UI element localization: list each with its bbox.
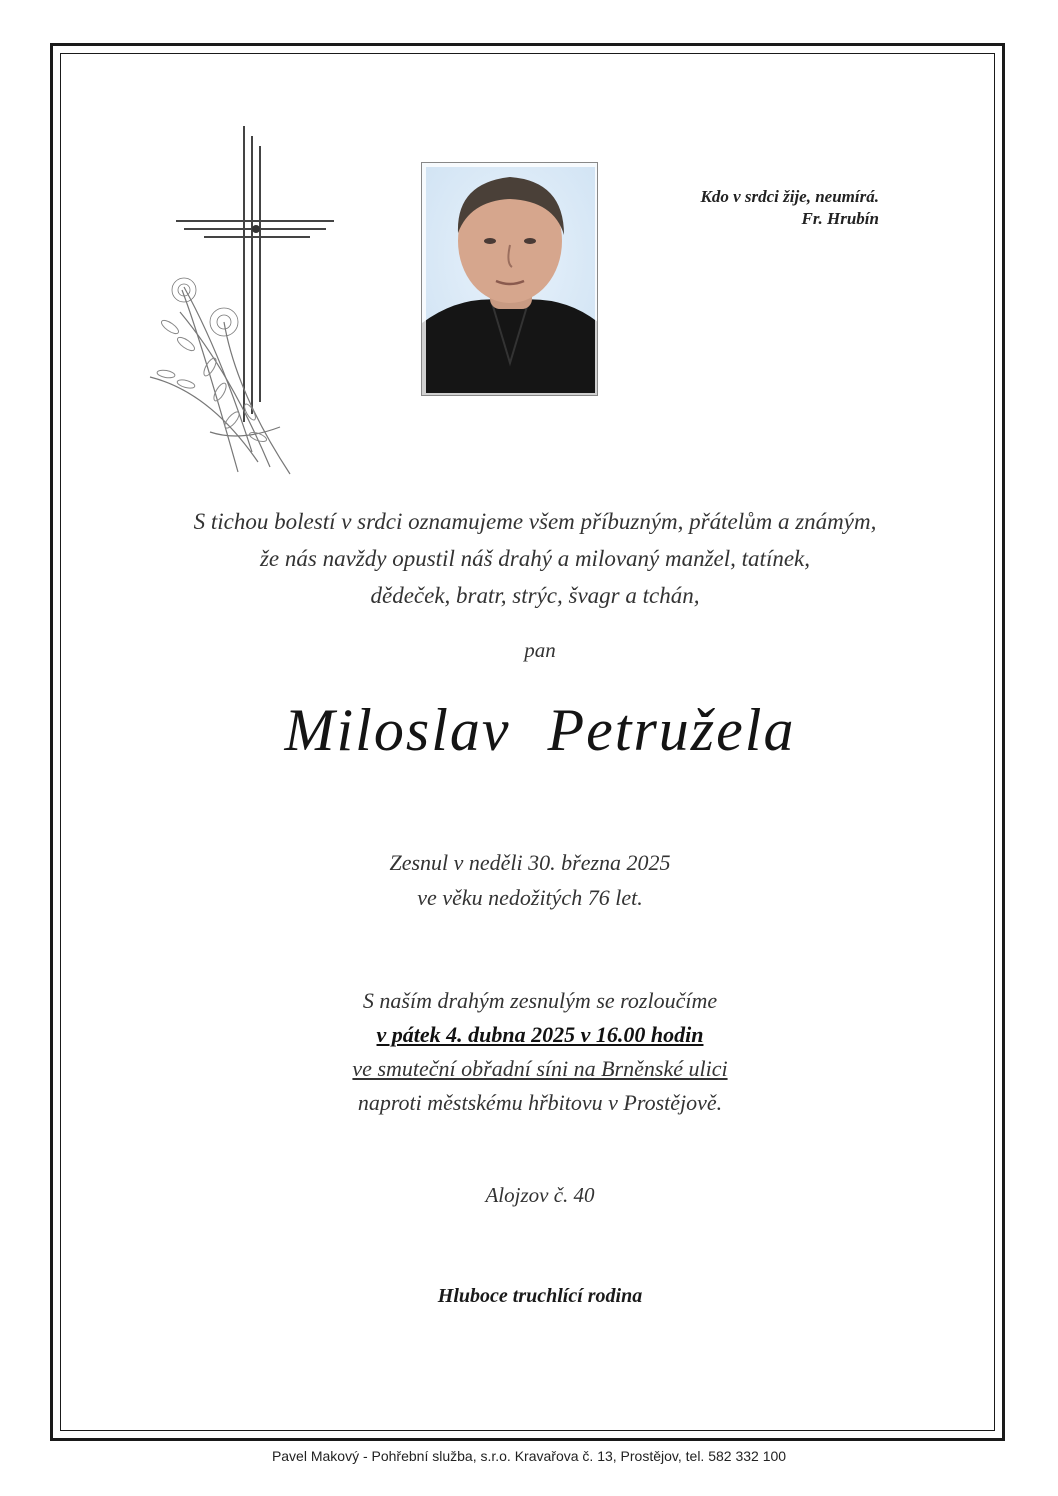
death-date-line: Zesnul v neděli 30. března 2025	[389, 850, 671, 875]
portrait-photo	[421, 162, 598, 396]
funeral-intro-line: S naším drahým zesnulým se rozloučíme	[362, 988, 718, 1013]
announcement-text	[100, 503, 970, 614]
portrait-person-icon	[422, 163, 598, 396]
cross-with-flowers-icon	[140, 122, 340, 482]
motto-quote	[700, 186, 879, 230]
funeral-info	[240, 984, 840, 1120]
announcement-line-2: že nás navždy opustil náš drahý a milovaný manžel, tatínek,	[259, 546, 810, 571]
deceased-name: Miloslav Petružela	[284, 697, 796, 763]
funeral-date-time: v pátek 4. dubna 2025 v 16.00 hodin	[376, 1022, 704, 1047]
motto-author: Fr. Hrubín	[801, 209, 879, 228]
death-age-line: ve věku nedožitých 76 let.	[417, 885, 643, 910]
funeral-venue: ve smuteční obřadní síni na Brněnské ulici	[352, 1056, 728, 1081]
announcement-line-3: dědeček, bratr, strýc, švagr a tchán,	[370, 583, 700, 608]
family-signature: Hluboce truchlící rodina	[437, 1285, 643, 1307]
death-info	[280, 845, 780, 915]
motto-quote-text: Kdo v srdci žije, neumírá.	[700, 187, 879, 206]
funeral-venue-location: naproti městskému hřbitovu v Prostějově.	[357, 1090, 723, 1115]
announcement-line-1: S tichou bolestí v srdci oznamujeme všem příbuzným, přátelům a známým,	[193, 509, 877, 534]
family-address: Alojzov č. 40	[485, 1183, 595, 1207]
title-pan: pan	[524, 638, 556, 662]
funeral-service-footer: Pavel Makový - Pohřební služba, s.r.o. Kravařova č. 13, Prostějov, tel. 582 332 100	[271, 1448, 787, 1464]
